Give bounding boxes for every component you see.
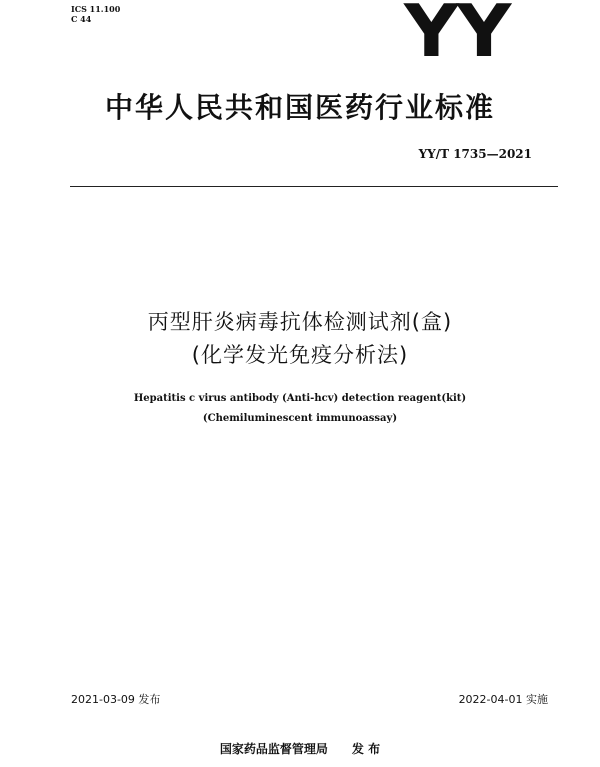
standard-number: YY/T 1735—2021	[418, 147, 532, 161]
issue-date: 2021-03-09 发布	[71, 693, 161, 706]
ics-code: ICS 11.100	[71, 4, 121, 14]
standard-category-title: 中华人民共和国医药行业标准	[104, 91, 495, 124]
publisher-action: 发 布	[351, 742, 381, 756]
classification-codes	[71, 4, 120, 24]
publisher	[0, 740, 600, 757]
ccs-code: C 44	[71, 14, 92, 24]
publisher-name: 国家药品监督管理局	[219, 742, 328, 756]
title-en-line2: (Chemiluminescent immunoassay)	[202, 413, 398, 424]
title-cn-line2: (化学发光免疫分析法)	[191, 343, 409, 367]
implementation-date: 2022-04-01 实施	[458, 693, 548, 706]
title-cn-line1: 丙型肝炎病毒抗体检测试剂(盒)	[147, 310, 453, 334]
title-en-line1: Hepatitis c virus antibody (Anti-hcv) detection reagent(kit)	[133, 393, 467, 404]
header-divider	[70, 186, 558, 187]
yy-logo: YY	[404, 0, 510, 73]
